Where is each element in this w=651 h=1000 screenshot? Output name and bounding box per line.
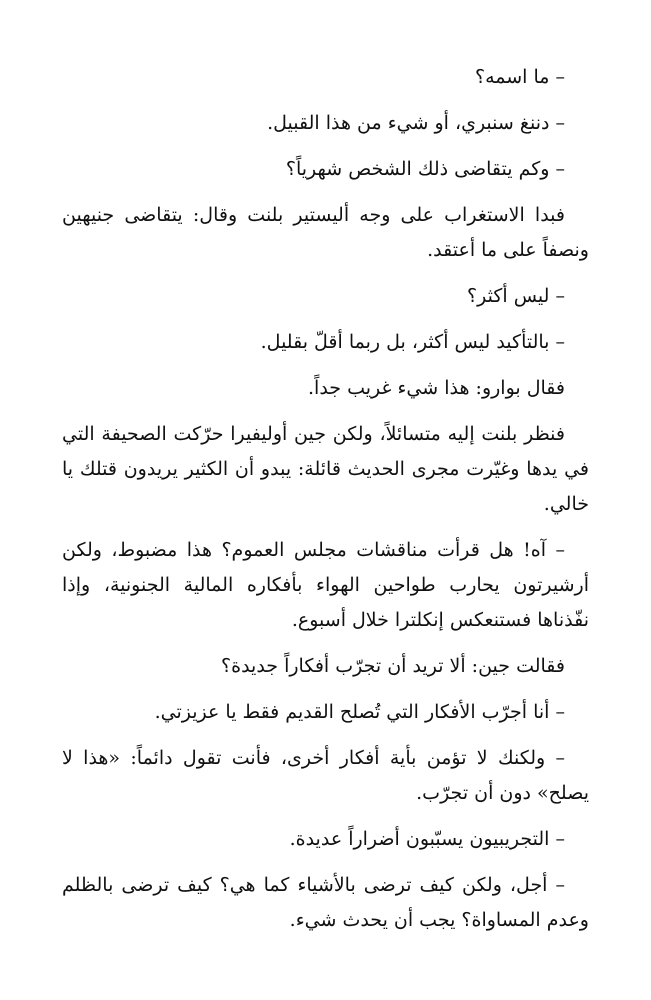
dialogue-line: – ليس أكثر؟ (467, 285, 565, 307)
dialogue-line: – دننغ سنبري، أو شيء من هذا القبيل. (267, 112, 565, 134)
dialogue-line: – بالتأكيد ليس أكثر، بل ربما أقلّ بقليل. (260, 331, 565, 353)
dialogue-line: – وكم يتقاضى ذلك الشخص شهرياً؟ (285, 158, 565, 180)
narration-paragraph: فنظر بلنت إليه متسائلاً، ولكن جين أوليفيرا حرّكت الصحيفة التي في يدها وغيّرت مجرى الحديث قائلة: يبدو أن الكثير يريدون قتلك يا خالي. (62, 423, 589, 515)
narration-paragraph: فقال بوارو: هذا شيء غريب جداً. (308, 377, 565, 399)
dialogue-line: – التجريبيون يسبّبون أضراراً عديدة. (289, 828, 565, 850)
dialogue-line: – ولكنك لا تؤمن بأية أفكار أخرى، فأنت تقول دائماً: «هذا لا يصلح» دون أن تجرّب. (62, 747, 589, 804)
dialogue-line: – أجل، ولكن كيف ترضى بالأشياء كما هي؟ كيف ترضى بالظلم وعدم المساواة؟ يجب أن يحدث شيء. (62, 874, 589, 931)
narration-paragraph: فبدا الاستغراب على وجه أليستير بلنت وقال: يتقاضى جنيهين ونصفاً على ما أعتقد. (62, 204, 589, 261)
dialogue-line: – ما اسمه؟ (475, 66, 565, 88)
narration-paragraph: فقالت جين: ألا تريد أن تجرّب أفكاراً جديدة؟ (221, 655, 565, 677)
dialogue-line: – آه! هل قرأت مناقشات مجلس العموم؟ هذا مضبوط، ولكن أرشيرتون يحارب طواحين الهواء بأفكاره المالية الجنونية، وإذا نفّذناها فستنعكس إنكلترا خلال أسبوع. (62, 539, 589, 631)
dialogue-line: – أنا أجرّب الأفكار التي تُصلح القديم فقط يا عزيزتي. (154, 701, 565, 723)
